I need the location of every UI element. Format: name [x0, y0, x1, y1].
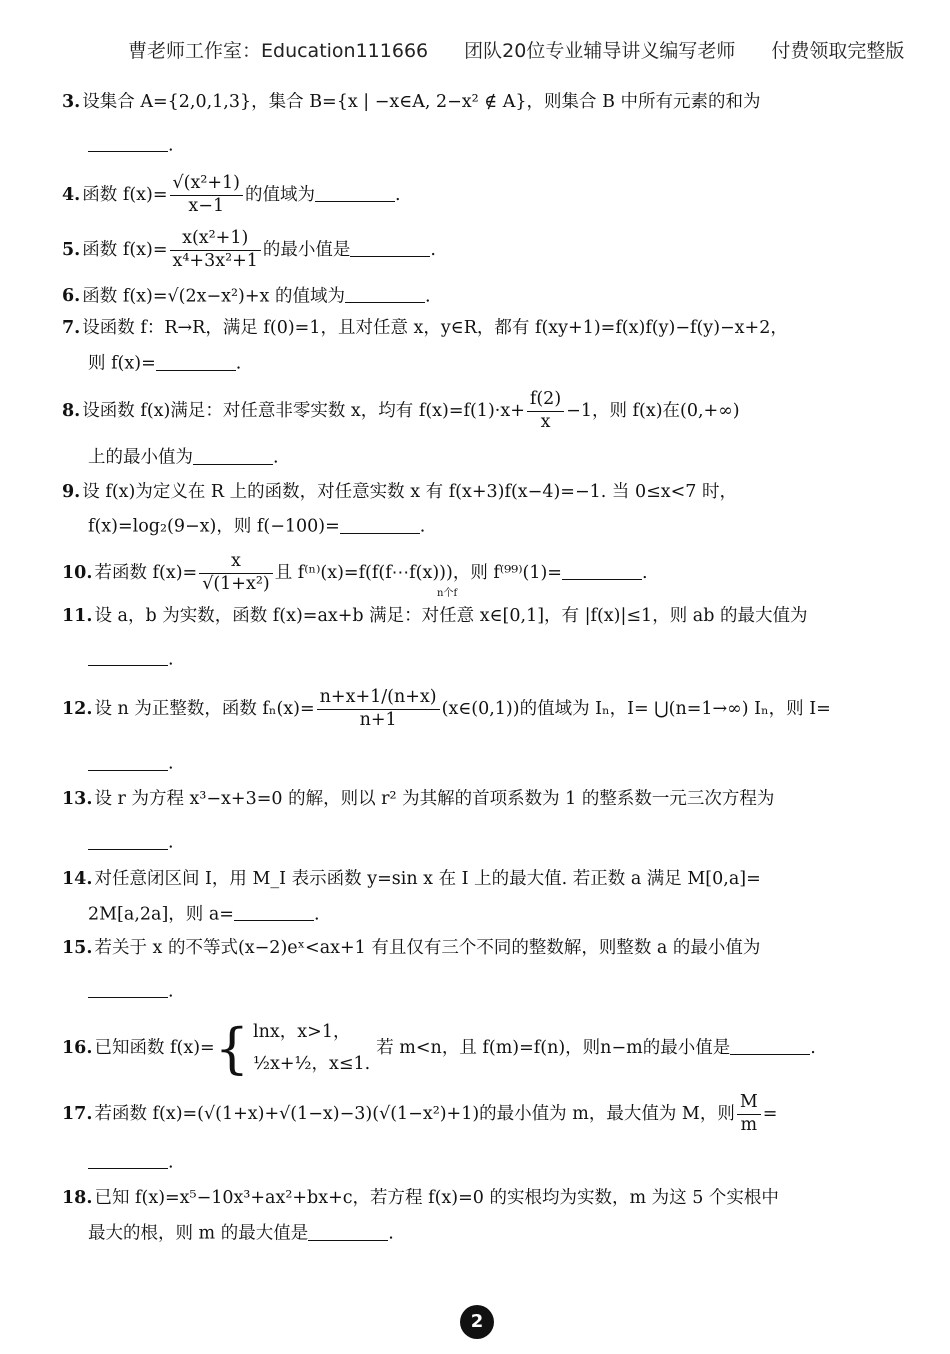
answer-blank[interactable]	[88, 980, 168, 999]
studio-text: 曹老师工作室：Education111666	[128, 40, 429, 62]
problem-6: 6. 函数 f(x)=√(2x−x²)+x 的值域为 .	[62, 286, 431, 307]
page-number: 2	[470, 1311, 484, 1332]
answer-blank[interactable]	[88, 134, 168, 153]
answer-blank[interactable]	[562, 561, 642, 580]
problem-16: 16. 已知函数 f(x)={ lnx，x>1， ½x+½，x≤1. 若 m<n，且 f(m)=f(n)，则n−m的最小值是 .	[62, 1016, 816, 1080]
fraction: $\frac{n+x+1/(n+x)}{n+1}$	[317, 687, 440, 732]
answer-blank[interactable]	[88, 648, 168, 667]
page-number-badge	[460, 1305, 494, 1339]
fraction: $\frac{f(2)}{x}$	[527, 389, 564, 434]
answer-blank[interactable]	[345, 285, 425, 304]
answer-blank[interactable]	[234, 903, 314, 922]
problem-12: 12. 设 n 为正整数，函数 fₙ(x)= $\frac{n+x+1/(n+x)}{n+1}$ (x∈(0,1))的值域为 Iₙ，I= ⋃(n=1→∞) Iₙ，则 I= .	[62, 687, 831, 774]
answer-blank[interactable]	[350, 238, 430, 257]
problem-8: 8. 设函数 f(x)满足：对任意非零实数 x，均有 f(x)=f(1)·x+ $\frac{f(2)}{x}$ −1，则 f(x)在(0,+∞) 上的最小值为 .	[62, 389, 740, 468]
fraction: $\frac{\text{x(x²+1)}}{\text{x⁴+3x²+1}}$	[170, 228, 261, 273]
answer-blank[interactable]	[193, 446, 273, 465]
problem-15: 15. 若关于 x 的不等式(x−2)eˣ<ax+1 有且仅有三个不同的整数解，则整数 a 的最小值为 .	[62, 937, 761, 1002]
piecewise-cases: lnx，x>1， ½x+½，x≤1.	[253, 1022, 371, 1074]
problem-17: 17. 若函数 f(x)=(√(1+x)+√(1−x)−3)(√(1−x²)+1)的最小值为 m，最大值为 M，则 $\frac{M}{m}$ = .	[62, 1092, 778, 1173]
answer-blank[interactable]	[88, 831, 168, 850]
problem-5: 5. 函数 f(x)= $\frac{\text{x(x²+1)}}{\text{x⁴+3x²+1}}$ 的最小值是 .	[62, 228, 436, 271]
answer-blank[interactable]	[315, 184, 395, 203]
problem-14: 14. 对任意闭区间 I，用 M_I 表示函数 y=sin x 在 I 上的最大值. 若正数 a 满足 M[0,a]= 2M[a,2a]，则 a= .	[62, 868, 761, 924]
page-header	[128, 36, 928, 63]
fraction: $\frac{\text{√(x²+1)}}{x-1}$	[170, 173, 244, 218]
fraction: $\frac{x}{\text{√(1+x²)}}$	[199, 551, 273, 596]
team-text: 团队20位专业辅导讲义编写老师	[464, 40, 736, 62]
problem-13: 13. 设 r 为方程 x³−x+3=0 的解，则以 r² 为其解的首项系数为 1 的整系数一元三次方程为 .	[62, 789, 775, 853]
problem-11: 11. 设 a，b 为实数，函数 f(x)=ax+b 满足：对任意 x∈[0,1]，有 |f(x)|≤1，则 ab 的最大值为 .	[62, 606, 808, 670]
problem-list	[62, 88, 902, 1246]
answer-blank[interactable]	[308, 1222, 388, 1241]
problem-18: 18. 已知 f(x)=x⁵−10x³+ax²+bx+c，若方程 f(x)=0 的实根均为实数，m 为这 5 个实根中 最大的根，则 m 的最大值是 .	[62, 1188, 779, 1244]
answer-blank[interactable]	[88, 752, 168, 771]
answer-blank[interactable]	[730, 1037, 810, 1056]
problem-7: 7. 设函数 f：R→R，满足 f(0)=1，且对任意 x，y∈R，都有 f(xy+1)=f(x)f(y)−f(y)−x+2， 则 f(x)= .	[62, 318, 788, 374]
left-brace: {	[214, 1016, 250, 1080]
promo-text: 付费领取完整版	[771, 40, 905, 62]
answer-blank[interactable]	[340, 515, 420, 534]
problem-9: 9. 设 f(x)为定义在 R 上的函数，对任意实数 x 有 f(x+3)f(x−4)=−1. 当 0≤x<7 时， f(x)=log₂(9−x)，则 f(−100)= .	[62, 481, 737, 537]
problem-10: 10. 若函数 f(x)= $\frac{x}{\text{√(1+x²)}}$ 且 f⁽ⁿ⁾(x)=f(f(f⋯f(x)))，则 f⁽⁹⁹⁾(1)= . n个f	[62, 550, 648, 599]
underbrace-label: n个f	[437, 587, 458, 599]
fraction: $\frac{M}{m}$	[737, 1092, 761, 1137]
problem-3: 3. 设集合 A={2,0,1,3}，集合 B={x | −x∈A, 2−x² ∉ A}，则集合 B 中所有元素的和为 .	[62, 92, 761, 156]
problem-4: 4. 函数 f(x)= $\frac{\text{√(x²+1)}}{x-1}$ 的值域为 .	[62, 173, 401, 217]
answer-blank[interactable]	[88, 1151, 168, 1170]
answer-blank[interactable]	[156, 352, 236, 371]
